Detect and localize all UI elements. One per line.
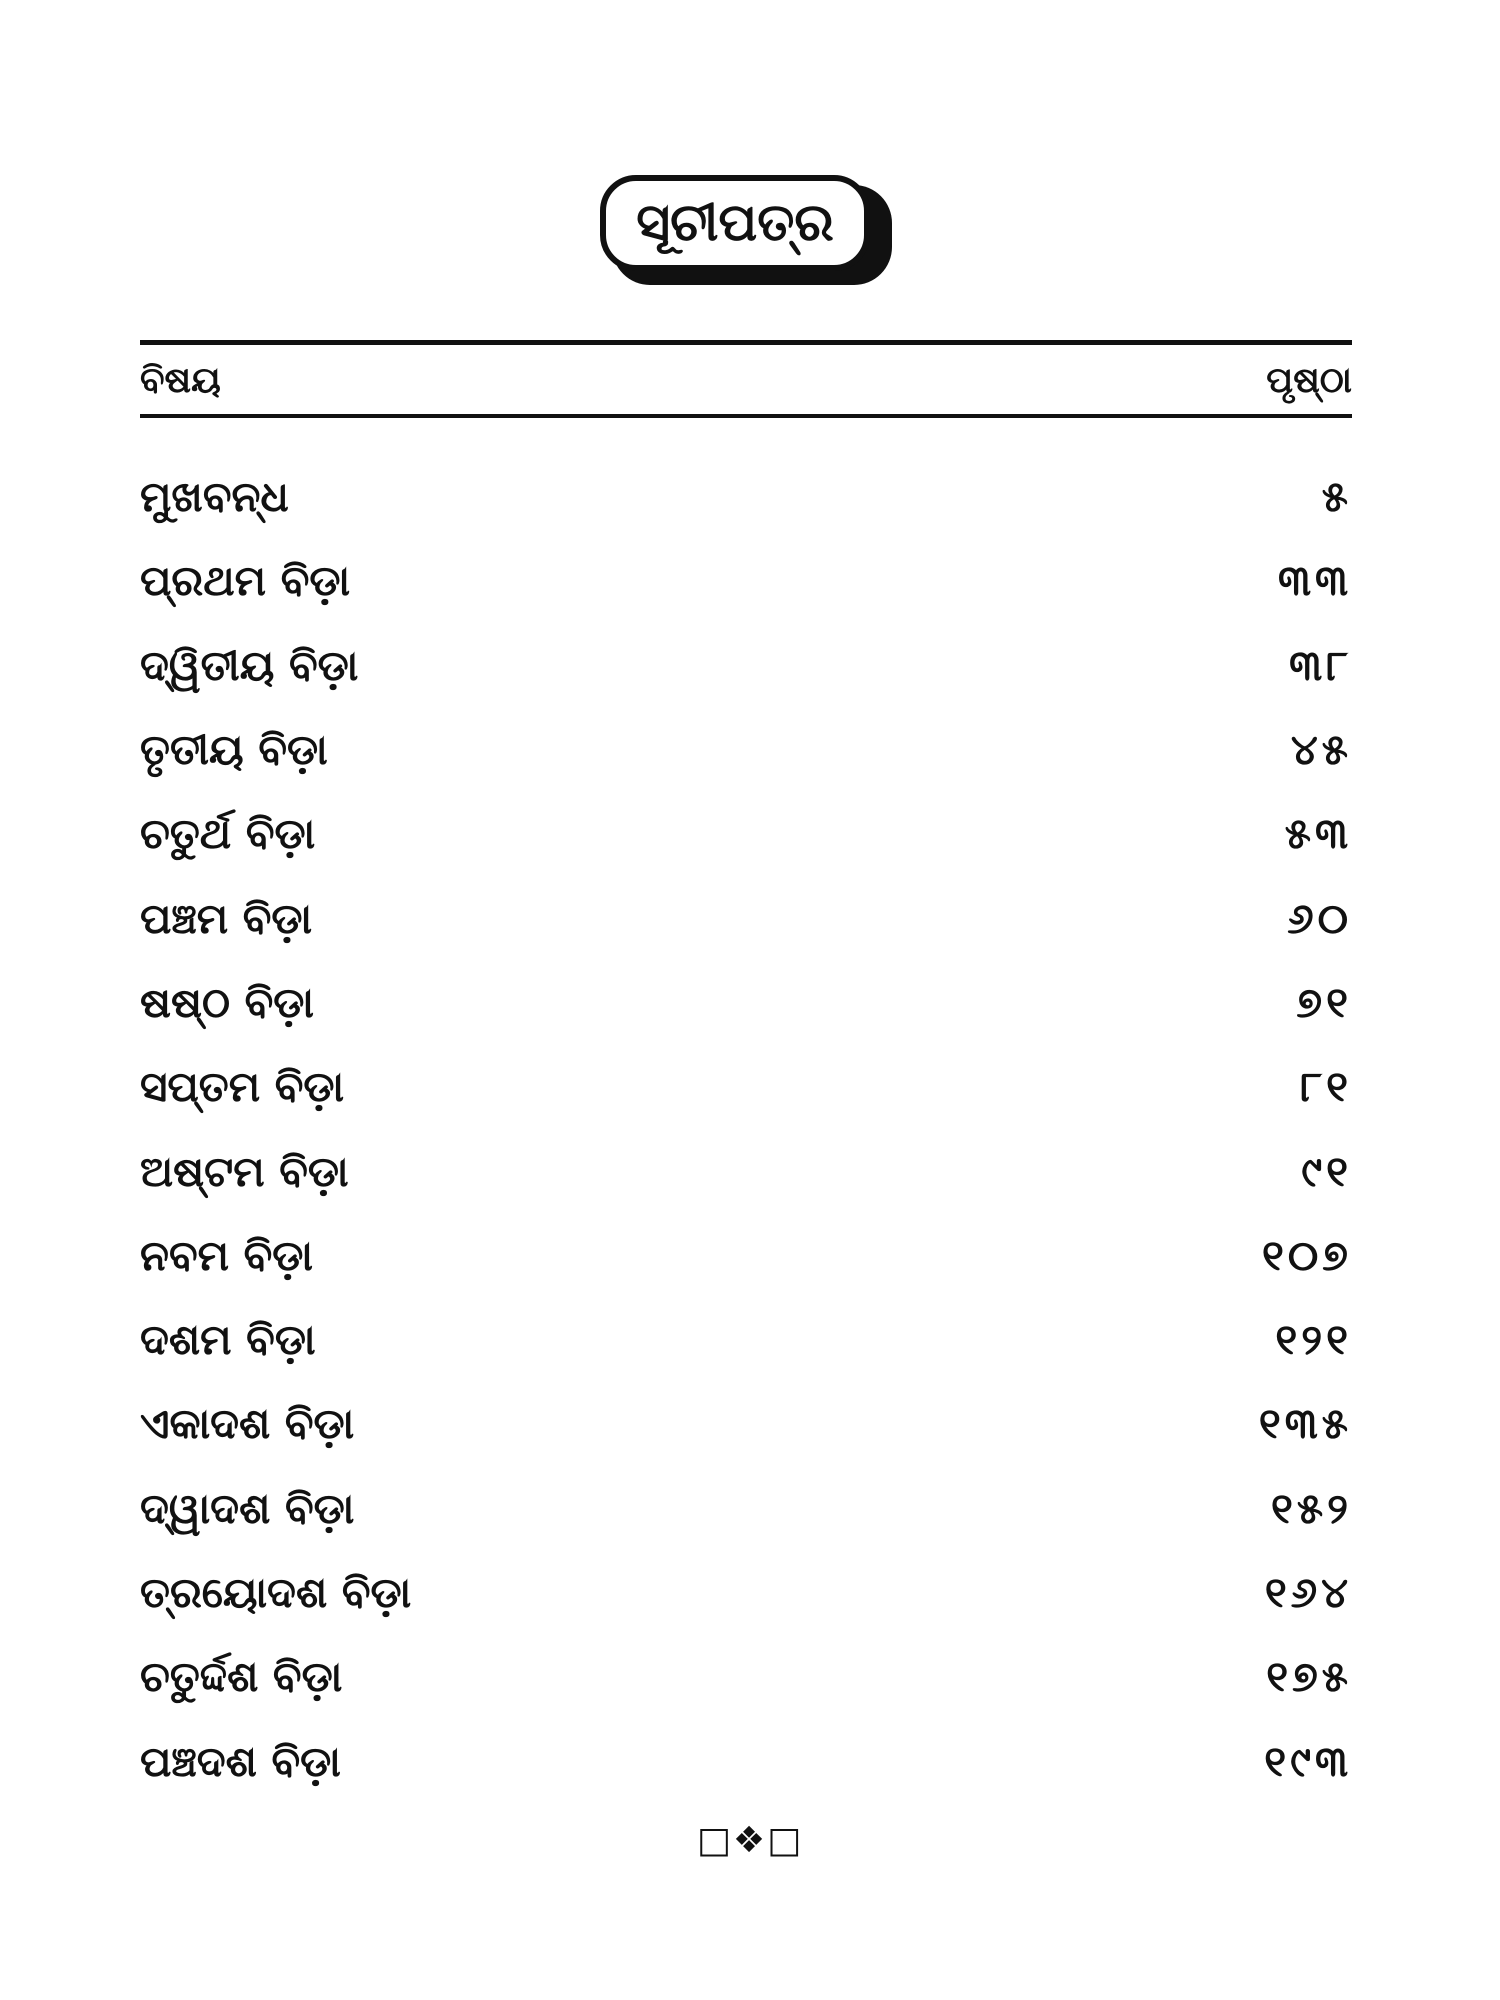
toc-entry <box>140 708 1352 792</box>
toc-entry-page: ୧୯୩ <box>1264 1736 1352 1786</box>
toc-entry <box>140 455 1352 539</box>
toc-entry <box>140 876 1352 960</box>
toc-entry-label: ମୁଖବନ୍ଧ <box>140 472 289 522</box>
toc-entry-label: ଷଷ୍ଠ ବିଡ଼ା <box>140 977 314 1027</box>
header-bottom-rule <box>140 414 1352 418</box>
toc-entry <box>140 1635 1352 1719</box>
toc-entry <box>140 1382 1352 1466</box>
toc-entry-page: ୫୩ <box>1284 809 1352 859</box>
toc-entry-label: ଚତୁର୍ଥ ବିଡ଼ା <box>140 809 316 859</box>
toc-entry <box>140 961 1352 1045</box>
toc-entry <box>140 1045 1352 1129</box>
header-subject-label: ବିଷୟ <box>140 360 221 401</box>
page-title: ସୂଚୀପତ୍ର <box>600 175 870 271</box>
toc-header <box>140 350 1352 412</box>
toc-entry-page: ୧୩୫ <box>1258 1399 1352 1449</box>
toc-entry <box>140 792 1352 876</box>
toc-entry <box>140 1719 1352 1803</box>
toc-entry-label: ପଞ୍ଚଦଶ ବିଡ଼ା <box>140 1736 341 1786</box>
title-badge <box>600 175 892 287</box>
toc-entry-page: ୭୧ <box>1296 977 1352 1027</box>
toc-entry <box>140 624 1352 708</box>
toc-entry-label: ଦ୍ୱିତୀୟ ବିଡ଼ା <box>140 640 359 690</box>
toc-entry-page: ୮୧ <box>1300 1062 1352 1112</box>
toc-entry <box>140 539 1352 623</box>
toc-entry-page: ୧୨୧ <box>1275 1315 1352 1365</box>
toc-entry-page: ୩୮ <box>1289 640 1352 690</box>
toc-entry-page: ୧୬୪ <box>1264 1568 1352 1617</box>
toc-entry <box>140 1214 1352 1298</box>
toc-entry-label: ପ୍ରଥମ ବିଡ଼ା <box>140 556 351 606</box>
toc-entry <box>140 1467 1352 1551</box>
toc-entry-label: ଚତୁର୍ଦ୍ଦଶ ବିଡ଼ା <box>140 1652 343 1702</box>
toc-entry-page: ୪୫ <box>1290 725 1352 775</box>
toc-entry-label: ଦଶମ ବିଡ଼ା <box>140 1315 316 1365</box>
toc-entry-page: ୧୦୭ <box>1262 1230 1352 1280</box>
toc-list <box>140 455 1352 1804</box>
header-top-rule <box>140 340 1352 345</box>
toc-entry-label: ଦ୍ୱାଦଶ ବିଡ଼ା <box>140 1483 355 1533</box>
toc-entry-page: ୩୩ <box>1277 556 1352 606</box>
toc-entry-label: ନବମ ବିଡ଼ା <box>140 1230 313 1280</box>
toc-entry-page: ୧୫୨ <box>1270 1483 1352 1533</box>
toc-entry-page: ୯୧ <box>1301 1146 1352 1196</box>
toc-entry-page: ୫ <box>1321 472 1352 522</box>
toc-entry-label: ଏକାଦଶ ବିଡ଼ା <box>140 1399 355 1449</box>
header-page-label: ପୃଷ୍ଠା <box>1266 360 1352 401</box>
toc-entry <box>140 1129 1352 1213</box>
toc-entry <box>140 1551 1352 1635</box>
toc-entry <box>140 1298 1352 1382</box>
toc-entry-label: ତ୍ରୟୋଦଶ ବିଡ଼ା <box>140 1568 412 1617</box>
end-ornament: □❖□ <box>696 1820 804 1861</box>
toc-entry-page: ୧୭୫ <box>1266 1652 1352 1702</box>
toc-entry-page: ୬୦ <box>1287 893 1352 943</box>
toc-entry-label: ଅଷ୍ଟମ ବିଡ଼ା <box>140 1146 349 1196</box>
toc-entry-label: ତୃତୀୟ ବିଡ଼ା <box>140 725 328 775</box>
toc-entry-label: ପଞ୍ଚମ ବିଡ଼ା <box>140 893 313 943</box>
toc-entry-label: ସପ୍ତମ ବିଡ଼ା <box>140 1062 345 1112</box>
